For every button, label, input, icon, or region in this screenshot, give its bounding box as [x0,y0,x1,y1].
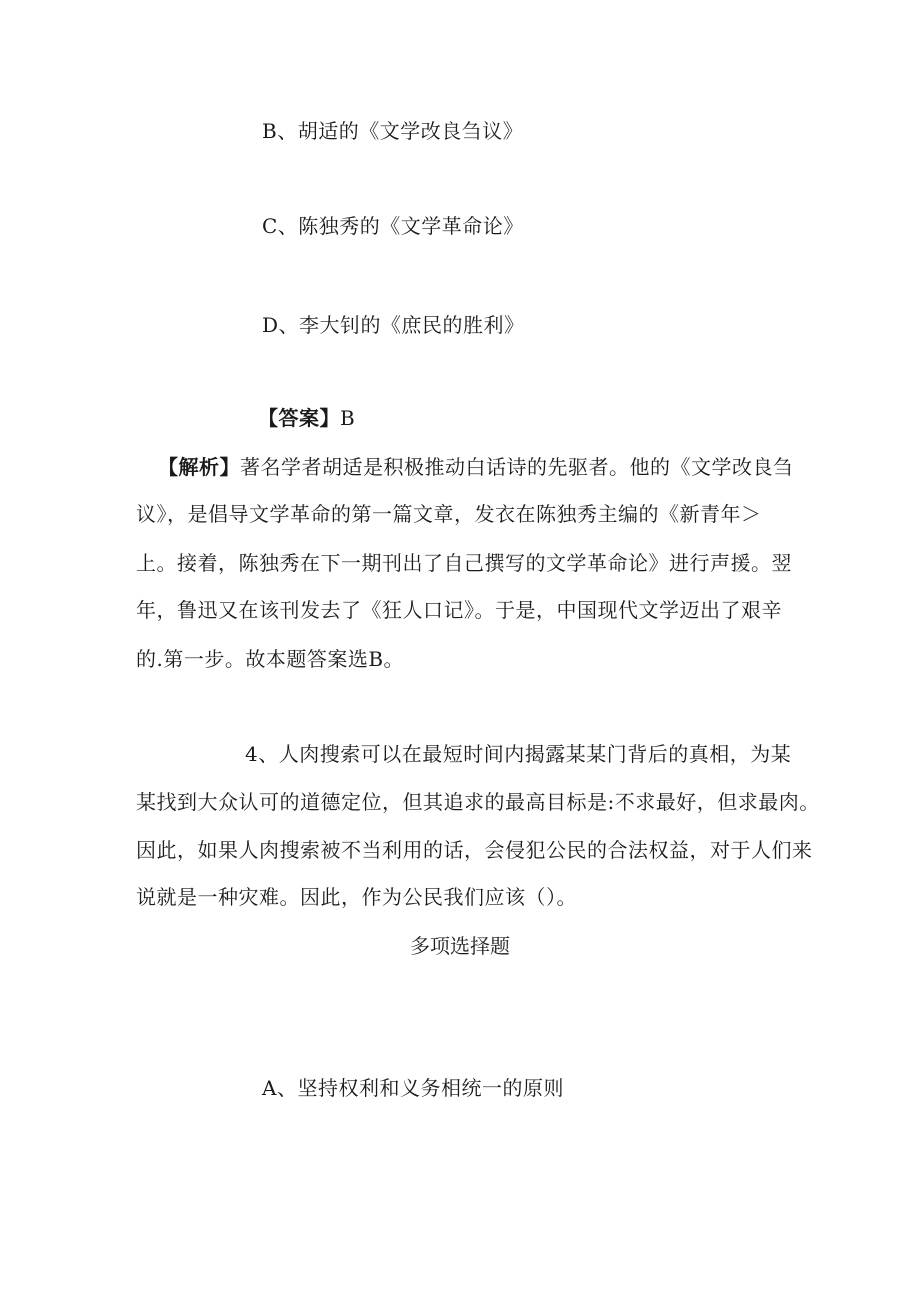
stem-line-3: 因此，如果人肉搜索被不当利用的话，会侵犯公民的合法权益，对于人们来 [136,838,813,862]
analysis-label: 【解析】 [158,455,240,479]
answer-value: B [340,406,356,430]
stem-line-2: 某找到大众认可的道德定位，但其追求的最高目标是:不求最好，但求最肉。 [136,790,820,814]
analysis-line-5: 的.第一步。故本题答案选B。 [136,647,405,671]
option-b: B、胡适的《文学改良刍议》 [262,119,524,143]
analysis-line-3: 上。接着，陈独秀在下一期刊出了自己撰写的文学革命论》进行声援。翌 [136,551,792,575]
analysis-line-2: 议》，是倡导文学革命的第一篇文章，发衣在陈独秀主编的《新青年＞ [136,502,762,526]
analysis-text: 著名学者胡适是积极推动白话诗的先驱者。他的《文学改良刍 [240,455,794,479]
question-type-label: 多项选择题 [410,934,510,958]
option-d: D、李大钊的《庶民的胜利》 [262,313,525,337]
answer-label: 【答案】 [258,406,340,430]
stem-line-1: 4、人肉搜索可以在最短时间内揭露某某门背后的真相，为某 [245,742,792,766]
analysis-line-1 [158,455,794,479]
option-c: C、陈独秀的《文学革命论》 [262,214,524,238]
option-a: A、坚持权利和义务相统一的原则 [262,1076,564,1100]
analysis-line-4: 年，鲁迅又在该刊发去了《狂人口记》。于是，中国现代文学迈出了艰辛 [136,598,782,622]
answer-line [258,406,355,430]
stem-line-4: 说就是一种灾难。因此，作为公民我们应该（）。 [136,885,577,909]
